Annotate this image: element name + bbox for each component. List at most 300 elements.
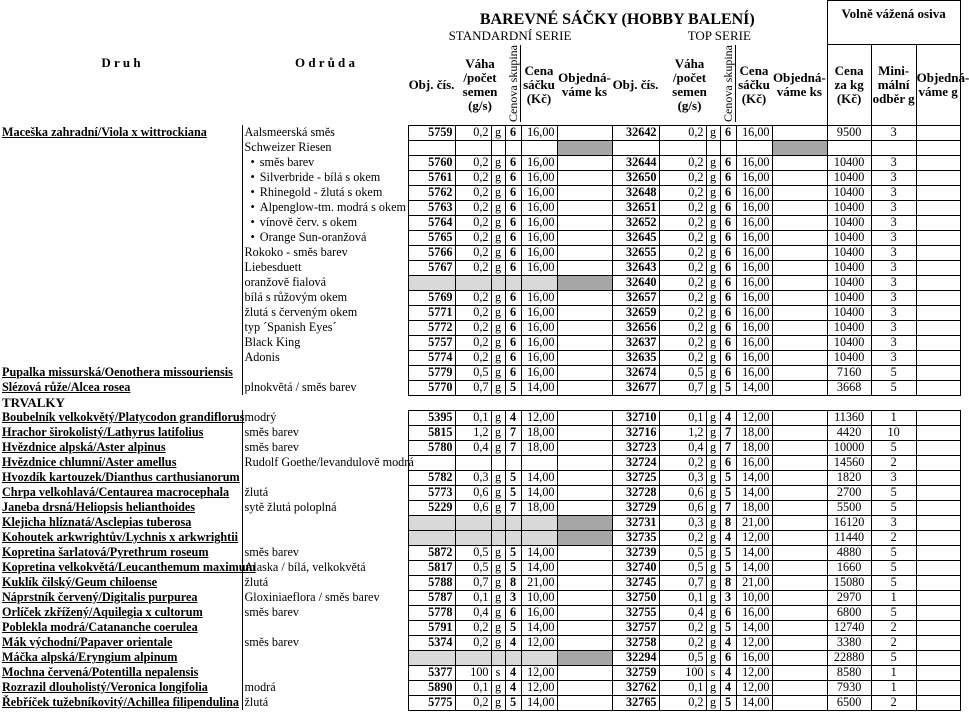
odruda-cell: žlutá (242, 695, 408, 710)
vaha-std: 0,2 (455, 245, 491, 260)
skupina-std: 6 (505, 155, 521, 170)
objednavame-std[interactable] (557, 635, 612, 650)
objednavame-top[interactable] (772, 200, 827, 215)
objednavame-top[interactable] (772, 545, 827, 560)
objednavame-g[interactable] (916, 695, 960, 710)
obj-top: 32762 (612, 680, 659, 695)
unit-top: g (706, 335, 720, 350)
unit-std: g (491, 320, 505, 335)
cena-std: 16,00 (521, 230, 557, 245)
objednavame-top[interactable] (772, 230, 827, 245)
unit-top: s (706, 665, 720, 680)
cena-top: 14,00 (736, 485, 772, 500)
objednavame-std[interactable] (557, 350, 612, 365)
unit-std (491, 455, 505, 470)
min-odber (871, 140, 916, 155)
cena-top: 16,00 (736, 455, 772, 470)
min-odber: 3 (871, 185, 916, 200)
objednavame-g[interactable] (916, 185, 960, 200)
vaha-std: 0,2 (455, 320, 491, 335)
objednavame-top[interactable] (772, 155, 827, 170)
unit-std: g (491, 125, 505, 140)
obj-top: 32745 (612, 575, 659, 590)
objednavame-top[interactable] (772, 440, 827, 455)
obj-top: 32758 (612, 635, 659, 650)
objednavame-top[interactable] (772, 485, 827, 500)
min-odber: 3 (871, 245, 916, 260)
objednavame-g[interactable] (916, 365, 960, 380)
druh-cell: Řebříček tužebníkovitý/Achillea filipendulina (2, 695, 239, 710)
skupina-std: 6 (505, 260, 521, 275)
druh-cell: Hrachor širokolistý/Lathyrus latifolius (2, 425, 204, 440)
objednavame-top[interactable] (772, 290, 827, 305)
objednavame-top[interactable] (772, 470, 827, 485)
druh-cell: Kuklík čilský/Geum chiloense (2, 575, 158, 590)
cena-kg: 10000 (827, 440, 871, 455)
cena-std (521, 455, 557, 470)
objednavame-g[interactable] (916, 335, 960, 350)
obj-std: 5788 (408, 575, 455, 590)
objednavame-top[interactable] (772, 695, 827, 710)
obj-std: 5764 (408, 215, 455, 230)
skupina-std (505, 455, 521, 470)
objednavame-g[interactable] (916, 530, 960, 545)
cena-top: 12,00 (736, 530, 772, 545)
obj-std: 5766 (408, 245, 455, 260)
objednavame-g[interactable] (916, 455, 960, 470)
vaha-top: 0,2 (659, 215, 706, 230)
table-row (0, 530, 960, 545)
objednavame-g[interactable] (916, 320, 960, 335)
objednavame-top[interactable] (772, 620, 827, 635)
objednavame-g[interactable] (916, 515, 960, 530)
cena-kg: 10400 (827, 320, 871, 335)
vaha-std: 0,7 (455, 380, 491, 395)
unit-std: g (491, 485, 505, 500)
table-row (0, 410, 960, 425)
cena-std: 12,00 (521, 680, 557, 695)
unit-std: g (491, 305, 505, 320)
min-odber: 1 (871, 590, 916, 605)
objednavame-std[interactable] (557, 140, 612, 155)
objednavame-top[interactable] (772, 245, 827, 260)
skupina-std: 5 (505, 485, 521, 500)
obj-std: 5782 (408, 470, 455, 485)
obj-std: 5773 (408, 485, 455, 500)
objednavame-top[interactable] (772, 425, 827, 440)
min-odber: 2 (871, 695, 916, 710)
unit-std: g (491, 410, 505, 425)
objednavame-std[interactable] (557, 425, 612, 440)
druh-cell: Kopretina velkokvětá/Leucanthemum maximum (2, 560, 256, 575)
objednavame-g[interactable] (916, 155, 960, 170)
odruda-cell (242, 620, 408, 635)
cena-kg: 10400 (827, 230, 871, 245)
table-row (0, 305, 960, 320)
min-odber: 3 (871, 260, 916, 275)
table-row (0, 230, 960, 245)
cena-top: 16,00 (736, 260, 772, 275)
objednavame-std[interactable] (557, 260, 612, 275)
skupina-std: 6 (505, 185, 521, 200)
cena-top: 18,00 (736, 425, 772, 440)
objednavame-std[interactable] (557, 230, 612, 245)
objednavame-top[interactable] (772, 350, 827, 365)
objednavame-std[interactable] (557, 620, 612, 635)
odruda-cell: • Rhinegold - žlutá s okem (242, 185, 408, 200)
objednavame-std[interactable] (557, 245, 612, 260)
objednavame-std[interactable] (557, 470, 612, 485)
unit-top: g (706, 530, 720, 545)
objednavame-g[interactable] (916, 620, 960, 635)
cena-std: 18,00 (521, 440, 557, 455)
objednavame-std[interactable] (557, 500, 612, 515)
skupina-std: 3 (505, 590, 521, 605)
cena-kg: 7160 (827, 365, 871, 380)
skupina-top: 6 (720, 605, 736, 620)
odruda-cell: oranžově fialová (242, 275, 408, 290)
objednavame-std[interactable] (557, 545, 612, 560)
objednavame-top[interactable] (772, 335, 827, 350)
odruda-cell: • Silverbride - bílá s okem (242, 170, 408, 185)
cena-std: 14,00 (521, 695, 557, 710)
unit-std: g (491, 200, 505, 215)
table-row (0, 650, 960, 665)
objednavame-g[interactable] (916, 425, 960, 440)
objednavame-std[interactable] (557, 680, 612, 695)
unit-top: g (706, 560, 720, 575)
objednavame-g[interactable] (916, 200, 960, 215)
objednavame-g[interactable] (916, 485, 960, 500)
vaha-top: 0,2 (659, 335, 706, 350)
table-row (0, 605, 960, 620)
vaha-std: 0,1 (455, 680, 491, 695)
objednavame-g[interactable] (916, 575, 960, 590)
cena-std (521, 530, 557, 545)
objednavame-g[interactable] (916, 290, 960, 305)
objednavame-top[interactable] (772, 515, 827, 530)
objednavame-g[interactable] (916, 560, 960, 575)
table-row (0, 590, 960, 605)
objednavame-std[interactable] (557, 155, 612, 170)
druh-cell (0, 170, 242, 185)
objednavame-top[interactable] (772, 635, 827, 650)
skupina-std: 6 (505, 605, 521, 620)
odruda-cell: směs barev (242, 440, 408, 455)
min-odber: 3 (871, 215, 916, 230)
cena-top: 16,00 (736, 200, 772, 215)
unit-top: g (706, 380, 720, 395)
unit-std: g (491, 260, 505, 275)
objednavame-std[interactable] (557, 335, 612, 350)
cena-kg: 4420 (827, 425, 871, 440)
objednavame-std[interactable] (557, 185, 612, 200)
vaha-std: 0,2 (455, 170, 491, 185)
odruda-cell: Alaska / bílá, velkokvětá (242, 560, 408, 575)
vaha-top: 0,7 (659, 575, 706, 590)
cena-top: 14,00 (736, 560, 772, 575)
cena-top: 16,00 (736, 185, 772, 200)
cena-std: 18,00 (521, 425, 557, 440)
objednavame-std[interactable] (557, 605, 612, 620)
objednavame-g[interactable] (916, 470, 960, 485)
objednavame-g[interactable] (916, 650, 960, 665)
table-row (0, 260, 960, 275)
col-header-vaha: Váha /počet semen (g/s) (462, 55, 498, 113)
objednavame-g[interactable] (916, 215, 960, 230)
table-row (0, 575, 960, 590)
cena-std (521, 140, 557, 155)
objednavame-top[interactable] (772, 260, 827, 275)
vaha-std (455, 515, 491, 530)
vaha-top: 0,5 (659, 650, 706, 665)
objednavame-top[interactable] (772, 650, 827, 665)
objednavame-std[interactable] (557, 485, 612, 500)
cena-std: 14,00 (521, 380, 557, 395)
objednavame-top[interactable] (772, 125, 827, 140)
objednavame-g[interactable] (916, 170, 960, 185)
vaha-std: 0,7 (455, 575, 491, 590)
obj-top: 32750 (612, 590, 659, 605)
objednavame-g[interactable] (916, 590, 960, 605)
vaha-top: 0,5 (659, 365, 706, 380)
objednavame-std[interactable] (557, 650, 612, 665)
odruda-cell: plnokvětá / směs barev (242, 380, 408, 395)
druh-cell: Mochna červená/Potentilla nepalensis (2, 665, 199, 680)
min-odber: 1 (871, 680, 916, 695)
cena-std: 14,00 (521, 485, 557, 500)
min-odber: 3 (871, 350, 916, 365)
objednavame-std[interactable] (557, 200, 612, 215)
objednavame-top[interactable] (772, 410, 827, 425)
obj-top: 32659 (612, 305, 659, 320)
obj-std: 5872 (408, 545, 455, 560)
min-odber: 5 (871, 365, 916, 380)
vaha-std: 1,2 (455, 425, 491, 440)
unit-std: g (491, 335, 505, 350)
objednavame-std[interactable] (557, 590, 612, 605)
skupina-top: 4 (720, 530, 736, 545)
table-row (0, 380, 960, 395)
objednavame-top[interactable] (772, 185, 827, 200)
objednavame-g[interactable] (916, 380, 960, 395)
odruda-cell: • směs barev (242, 155, 408, 170)
vaha-top: 0,2 (659, 230, 706, 245)
objednavame-std[interactable] (557, 275, 612, 290)
objednavame-top[interactable] (772, 680, 827, 695)
vaha-std: 0,2 (455, 215, 491, 230)
cena-kg: 6500 (827, 695, 871, 710)
objednavame-std[interactable] (557, 455, 612, 470)
obj-top: 32729 (612, 500, 659, 515)
min-odber: 2 (871, 635, 916, 650)
objednavame-top[interactable] (772, 500, 827, 515)
objednavame-g[interactable] (916, 260, 960, 275)
cena-kg: 2970 (827, 590, 871, 605)
objednavame-g[interactable] (916, 665, 960, 680)
objednavame-std[interactable] (557, 365, 612, 380)
objednavame-top[interactable] (772, 560, 827, 575)
objednavame-std[interactable] (557, 410, 612, 425)
vaha-std: 0,2 (455, 695, 491, 710)
objednavame-top[interactable] (772, 530, 827, 545)
cena-top: 16,00 (736, 215, 772, 230)
skupina-top (720, 140, 736, 155)
cena-top: 14,00 (736, 380, 772, 395)
vaha-std: 0,2 (455, 185, 491, 200)
objednavame-g[interactable] (916, 545, 960, 560)
objednavame-std[interactable] (557, 170, 612, 185)
objednavame-g[interactable] (916, 500, 960, 515)
objednavame-g[interactable] (916, 605, 960, 620)
odruda-cell: Black King (242, 335, 408, 350)
objednavame-top[interactable] (772, 305, 827, 320)
objednavame-top[interactable] (772, 455, 827, 470)
obj-std: 5229 (408, 500, 455, 515)
cena-std: 16,00 (521, 125, 557, 140)
druh-cell: Orlíček zkřížený/Aquilegia x cultorum (2, 605, 203, 620)
table-row (0, 515, 960, 530)
unit-top: g (706, 470, 720, 485)
objednavame-top[interactable] (772, 140, 827, 155)
obj-top: 32643 (612, 260, 659, 275)
odruda-cell: bílá s růžovým okem (242, 290, 408, 305)
skupina-top: 6 (720, 230, 736, 245)
objednavame-std[interactable] (557, 665, 612, 680)
objednavame-top[interactable] (772, 605, 827, 620)
objednavame-g[interactable] (916, 140, 960, 155)
section-heading: TRVALKY (2, 395, 65, 411)
objednavame-std[interactable] (557, 560, 612, 575)
unit-top: g (706, 350, 720, 365)
obj-top: 32656 (612, 320, 659, 335)
objednavame-top[interactable] (772, 275, 827, 290)
vaha-std: 0,2 (455, 155, 491, 170)
druh-cell: Janeba drsná/Heliopsis helianthoides (2, 500, 196, 515)
objednavame-std[interactable] (557, 215, 612, 230)
skupina-top: 8 (720, 575, 736, 590)
objednavame-top[interactable] (772, 380, 827, 395)
druh-cell: Kopretina šarlatová/Pyrethrum roseum (2, 545, 209, 560)
objednavame-top[interactable] (772, 590, 827, 605)
objednavame-g[interactable] (916, 305, 960, 320)
obj-std (408, 455, 455, 470)
table-row (0, 350, 960, 365)
objednavame-std[interactable] (557, 530, 612, 545)
vaha-top: 0,3 (659, 515, 706, 530)
druh-cell (0, 155, 242, 170)
unit-std: g (491, 425, 505, 440)
cena-top: 18,00 (736, 500, 772, 515)
obj-std: 5772 (408, 320, 455, 335)
obj-top (612, 140, 659, 155)
unit-std: g (491, 545, 505, 560)
objednavame-std[interactable] (557, 290, 612, 305)
vaha-top: 0,2 (659, 200, 706, 215)
druh-cell (0, 230, 242, 245)
objednavame-g[interactable] (916, 635, 960, 650)
min-odber: 3 (871, 125, 916, 140)
obj-top: 32739 (612, 545, 659, 560)
objednavame-top[interactable] (772, 575, 827, 590)
vaha-top: 0,4 (659, 440, 706, 455)
skupina-std: 4 (505, 635, 521, 650)
empty-cell (736, 395, 772, 410)
objednavame-top[interactable] (772, 215, 827, 230)
objednavame-g[interactable] (916, 680, 960, 695)
objednavame-g[interactable] (916, 410, 960, 425)
skupina-std: 6 (505, 290, 521, 305)
objednavame-std[interactable] (557, 575, 612, 590)
vaha-top: 0,6 (659, 500, 706, 515)
empty-cell (706, 395, 720, 410)
unit-top: g (706, 305, 720, 320)
cena-std: 16,00 (521, 305, 557, 320)
objednavame-std[interactable] (557, 125, 612, 140)
min-odber: 3 (871, 170, 916, 185)
objednavame-g[interactable] (916, 125, 960, 140)
obj-std: 5374 (408, 635, 455, 650)
obj-top: 32740 (612, 560, 659, 575)
obj-std: 5770 (408, 380, 455, 395)
min-odber: 3 (871, 470, 916, 485)
obj-top: 32765 (612, 695, 659, 710)
objednavame-top[interactable] (772, 170, 827, 185)
table-row (0, 185, 960, 200)
objednavame-std[interactable] (557, 380, 612, 395)
objednavame-g[interactable] (916, 350, 960, 365)
cena-kg: 22880 (827, 650, 871, 665)
vaha-std: 0,5 (455, 365, 491, 380)
skupina-std: 7 (505, 500, 521, 515)
odruda-cell: Rokoko - směs barev (242, 245, 408, 260)
unit-top: g (706, 290, 720, 305)
vaha-std: 0,1 (455, 590, 491, 605)
objednavame-g[interactable] (916, 245, 960, 260)
cena-top: 14,00 (736, 545, 772, 560)
obj-std: 5757 (408, 335, 455, 350)
objednavame-std[interactable] (557, 695, 612, 710)
skupina-top: 5 (720, 485, 736, 500)
obj-std: 5765 (408, 230, 455, 245)
objednavame-top[interactable] (772, 320, 827, 335)
empty-cell (455, 395, 491, 410)
skupina-top: 6 (720, 185, 736, 200)
min-odber: 3 (871, 290, 916, 305)
obj-std: 5377 (408, 665, 455, 680)
objednavame-std[interactable] (557, 320, 612, 335)
objednavame-g[interactable] (916, 275, 960, 290)
odruda-cell: modrá (242, 680, 408, 695)
obj-top: 32294 (612, 650, 659, 665)
druh-cell: Maceška zahradní/Viola x wittrockiana (2, 125, 207, 140)
skupina-top: 6 (720, 305, 736, 320)
table-row (0, 290, 960, 305)
skupina-std (505, 140, 521, 155)
objednavame-top[interactable] (772, 665, 827, 680)
druh-cell (0, 185, 242, 200)
objednavame-g[interactable] (916, 230, 960, 245)
vaha-std (455, 650, 491, 665)
objednavame-g[interactable] (916, 440, 960, 455)
skupina-top: 6 (720, 320, 736, 335)
objednavame-std[interactable] (557, 305, 612, 320)
objednavame-top[interactable] (772, 365, 827, 380)
min-odber: 3 (871, 320, 916, 335)
objednavame-std[interactable] (557, 515, 612, 530)
standard-series-header: STANDARDNÍ SERIE (448, 27, 572, 43)
objednavame-std[interactable] (557, 440, 612, 455)
